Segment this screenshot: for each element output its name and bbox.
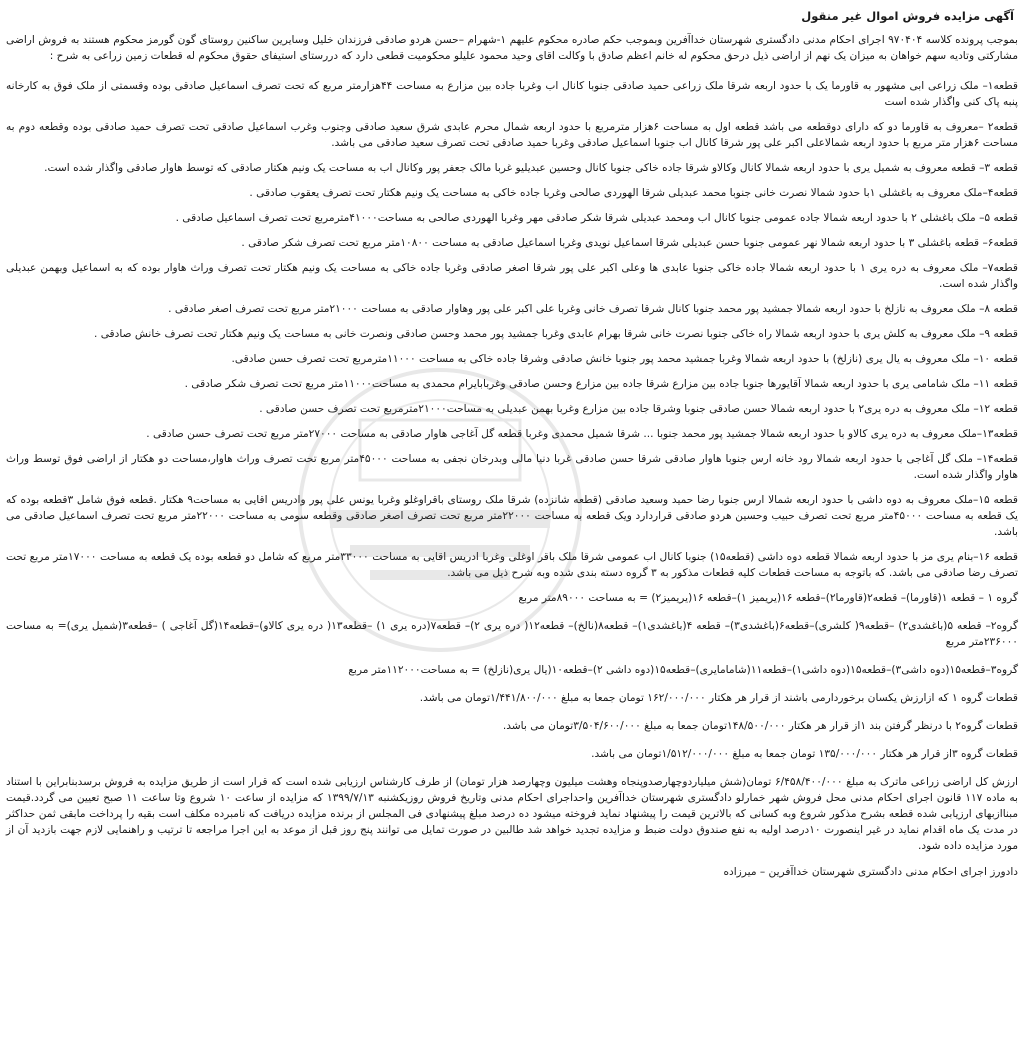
plot-item: قطعه ۱۱– ملک شامامی یری با حدود اربعه شمالا آقایورها جنوبا جاده بین مزارع شرقا جاده بین مزارع وحسن صادقی وغربابایرام محمدی به مساحت۱۱۰۰۰متر مربع تحت تصرف شکر صادقی . <box>184 378 1018 390</box>
plot-item: قطعه۴–ملک معروف به باغشلی ۱با حدود شمالا نصرت خانی جنوبا محمد عبدیلی شرقا الهوردی صالحی وغربا جاده خاکی به مساحت یک ونیم هکتار تحت تصرف یعقوب صادقی . <box>249 187 1018 199</box>
plot-item: قطعه ۵– ملک باغشلی ۲ با حدود اربعه شمالا جاده عمومی جنوبا کانال اب ومحمد عبدیلی شرقا شکر صادقی مهر وغربا الهوردی صالحی به مساحت۴۱۰۰۰مترمربع تحت تصرف اسماعیل صادقی . <box>175 212 1018 224</box>
group-line: گروه۲– قطعه ۵(باغشدی۲) –قطعه۹( کلشری)–قطعه۶(باغشدی۳)– قطعه ۴(باغشدی۱)– قطعه۸(نالخ)– قطعه۱۲( دره یری ۲)– قطعه۷(دره یری ۱) –قطعه۱۳( دره یری کالاو)–قطعه۱۴(گل آغاجی ) –قطعه۳(شمیل یری)= به مساحت ۲۳۶۰۰۰متر مربع <box>6 620 1019 648</box>
plot-item: قطعه۲ –معروف به قاورما دو که دارای دوقطعه می باشد قطعه اول به مساحت ۶هزار مترمربع با حدود اربعه شمال محرم عابدی شرق سعید صادقی وجنوب وغرب اسماعیل صادقی تحت تصرف حمید صادقی بوده وقطعه دوم به مساحت ۶هزار متر مربع با حدود اربعه شمالاعلی اکبر علی پور شرقا کانال اب جنوبا اسماعیل صادقی وغربا حمید صادقی تحت تصرف سعید صادقی می باشد. <box>6 121 1018 149</box>
plot-item: قطعه۱۳–ملک معروف به دره یری کالاو با حدود اربعه شمالا جمشید پور محمد جنوبا ... شرقا شمیل محمدی وغربا قطعه گل آغاجی هاوار صادقی به مساحت ۲۷۰۰۰متر مربع تحت تصرف حسن صادقی . <box>146 428 1018 440</box>
intro-paragraph: بموجب پرونده کلاسه ۹۷۰۴۰۴ اجرای احکام مدنی دادگستری شهرستان خداآفرین وبموجب حکم صادره محکوم علیهم ۱-شهرام –حسن هردو صادقی فرزندان خلیل وسایرین ساکنین روستای گون گورمز محکوم هستند به فروش اراضی مشارکتی وتادیه سهم خواهان به میزان یک نهم از اراضی ذیل درحق محکوم له خانم اعظم صادق با وکالت اقای وحید محمود علیلو محکومیت قطعی دارد که دررستای استیفای حقوق محکوم له قطعات زمین زراعی به شرح : <box>6 34 1018 62</box>
plot-item: قطعه۶– قطعه باغشلی ۳ با حدود اربعه شمالا نهر عمومی جنوبا حسن عبدیلی شرقا اسماعیل نویدی وغربا اسماعیل صادقی به مساحت ۱۰۸۰۰متر مربع تحت تصرف شکر صادقی . <box>241 237 1018 249</box>
plot-item: قطعه ۱۵–ملک معروف به دوه داشی با حدود اربعه شمالا ارس جنوبا رضا حمید وسعید صادقی (قطعه شانزده) شرقا ملک روستای باقراوغلو وغربا یونس علی پور وادریس اقایی به مساحت۹ هکتار .قطعه فوق شامل ۳قطعه بوده که یک قطعه به مساحت ۴۵۰۰۰متر مربع تحت تصرف حبیب وحسین هردو صادقی قراردارد ویک قطعه به مساحت ۲۲۰۰۰متر مربع تحت تصرف اصغر صادقی وقطعه سومی به مساحت ۲۲۰۰۰متر مربع تحت تصرف اسماعیل صادقی می باشد. <box>6 494 1018 538</box>
plot-item: قطعه ۸– ملک معروف به نازلخ با حدود اربعه شمالا جمشید پور محمد جنوبا کانال شرقا تصرف خانی وغربا علی اکبر علی پور وهاوار صادقی به مساحت ۲۱۰۰۰متر مربع تحت تصرف اصغر صادقی . <box>168 303 1018 315</box>
price-line: قطعات گروه۲ با درنظر گرفتن بند ۱از قرار هر هکتار ۱۴۸/۵۰۰/۰۰۰تومان جمعا به مبلغ ۳/۵۰۴/۶۰۰/۰۰۰تومان می باشد. <box>502 720 1018 732</box>
plot-item: قطعه ۳– قطعه معروف به شمیل یری با حدود اربعه شمالا کانال وکالاو شرقا جاده خاکی جنوبا کانال وحسین عبدیلیو غربا مالک جعفر پور وکانال اب به مساحت یک ونیم هکتار صادقی که توسط هاوار صادقی واگذار شده است. <box>44 162 1018 174</box>
closing-paragraph: ارزش کل اراضی زراعی ماترک به مبلغ ۶/۴۵۸/۴۰۰/۰۰۰ تومان(شش میلیاردوچهارصدوپنجاه وهشت میلیون وچهارصد هزار تومان) از طرف کارشناس ارزیابی شده است که قرار است از طریق مزایده به فروش برسدبنابراین با استناد به ماده ۱۱۷ قانون اجرای احکام مدنی محل فروش شهر خمارلو دادگستری شهرستان خداآفرین واحداجرای احکام مدنی وتاریخ فروش روزیکشنبه ۱۳۹۹/۷/۱۳ که مزایده از ساعت ۱۰ شروع وتا ساعت ۱۱ صبح تعیین می گردد.قیمت مبناازبهای ارزیابی شده قطعه بشرح مذکور شروع وبه کسانی که بالاترین قیمت را پیشنهاد نماید فروخته میشود ده درصد مبلغ پیشنهادی فی المجلس از برنده مزایده دریافت که نامبرده مکلف است بقیه را پرداخت مابقی ثمن حداکثر در مدت یک ماه اقدام نماید در غیر اینصورت ۱۰درصد اولیه به نفع صندوق دولت ضبط و مزایده تجدید خواهد شد طالبین در صورت تمایل می توانند پنج روز قبل از موعد به این اجرا مراجعه تا ترتیب و راهنمایی لازم جهت بازدید آن از مورد مزایده داده شود. <box>6 776 1018 852</box>
plot-item: قطعه۱– ملک زراعی ابی مشهور به قاورما یک با حدود اربعه شرقا ملک زراعی حمید صادقی جنوبا کانال اب وغربا جاده بین مزارع به مساحت ۴۴هزارمتر مربع که تحت تصرف اسماعیل صادقی بوده وقسمتی از ملک فوق به کارخانه پنبه پاک کنی واگذار شده است <box>6 80 1018 108</box>
plot-item: قطعه۷– ملک معروف به دره یری ۱ با حدود اربعه شمالا جاده خاکی جنوبا عابدی ها وعلی اکبر علی پور شرقا اصغر صادقی وغربا جاده خاکی به مساحت یک ونیم هکتار تحت تصرف وراث هاوار بوده که به اسماعیل وبهمن عبدیلی واگذار شده است. <box>6 262 1018 290</box>
plot-item: قطعه ۹– ملک معروف به کلش یری با حدود اربعه شمالا راه خاکی جنوبا نصرت خانی شرقا بهرام عابدی وغربا جمشید پور محمد وحسن صادقی ونصرت خانی به مساحت یک ونیم هکتار تحت تصرف خانش صادقی . <box>93 328 1018 340</box>
price-line: قطعات گروه ۳از قرار هر هکتار ۱۳۵/۰۰۰/۰۰۰ تومان جمعا به مبلغ ۱/۵۱۲/۰۰۰/۰۰۰تومان می باشد. <box>591 748 1018 760</box>
price-line: قطعات گروه ۱ که ازارزش یکسان برخوردارمی باشند از قرار هر هکتار ۱۶۲/۰۰۰/۰۰۰ تومان جمعا به مبلغ ۱/۴۴۱/۸۰۰/۰۰۰تومان می باشد. <box>419 692 1018 704</box>
plot-item: قطعه۱۴– ملک گل آغاجی با حدود اربعه شمالا رود خانه ارس جنوبا هاوار صادقی شرقا حسن صادقی غربا دنیا مالی وبدرخان نجفی به مساحت ۴۵۰۰۰متر مربع تحت تصرف وراث هاوار،مساحت دو هکتار از اراضی فوق توسط وراث هاوار واگذار شده است. <box>6 453 1018 481</box>
plot-item: قطعه ۱۰– ملک معروف به یال یری (نازلخ) با حدود اربعه شمالا وغربا جمشید محمد پور جنوبا خانش صادقی وشرقا جاده خاکی به مساحت ۱۱۰۰۰مترمربع تحت تصرف حسن صادقی. <box>231 353 1018 365</box>
signature-line: دادورز اجرای احکام مدنی دادگستری شهرستان خداآفرین – میرزاده <box>723 866 1018 878</box>
group-line: گروه ۱ – قطعه ۱(قاورما)– قطعه۲(قاورما۲)–قطعه ۱۶(یریمیز ۱)–قطعه ۱۶(یریمیز۲) = به مساحت ۸۹۰۰۰متر مربع <box>518 592 1018 604</box>
notice-title: آگهی مزایده فروش اموال غیر منقول <box>801 9 1014 23</box>
group-line: گروه۳–قطعه۱۵(دوه داشی۳)–قطعه۱۵(دوه داشی۱)–قطعه۱۱(شامامایری)–قطعه۱۵(دوه داشی ۲)–قطعه۱۰(یال یری(نازلخ) = به مساحت۱۱۲۰۰۰متر مربع <box>348 664 1018 676</box>
plot-item: قطعه ۱۶–بنام یری مز با حدود اربعه شمالا قطعه دوه داشی (قطعه۱۵) جنوبا کانال اب عمومی شرقا ملک باقر اوغلی وغربا ادریس اقایی به مساحت ۳۳۰۰۰متر مربع که شامل دو قطعه بوده یک قطعه به مساحت ۱۷۰۰۰متر مربع تحت تصرف رضا صادقی می باشد. که باتوجه به مساحت قطعات کلیه قطعات مذکور به ۳ گروه دسته بندی شده وبه شرح ذیل می باشد. <box>6 551 1018 579</box>
plot-item: قطعه ۱۲– ملک معروف به دره یری۲ با حدود اربعه شمالا حسن صادقی جنوبا وشرقا جاده بین مزارع وغربا بهمن عبدیلی به مساحت۲۱۰۰۰مترمربع تحت تصرف حسن صادقی . <box>259 403 1018 415</box>
